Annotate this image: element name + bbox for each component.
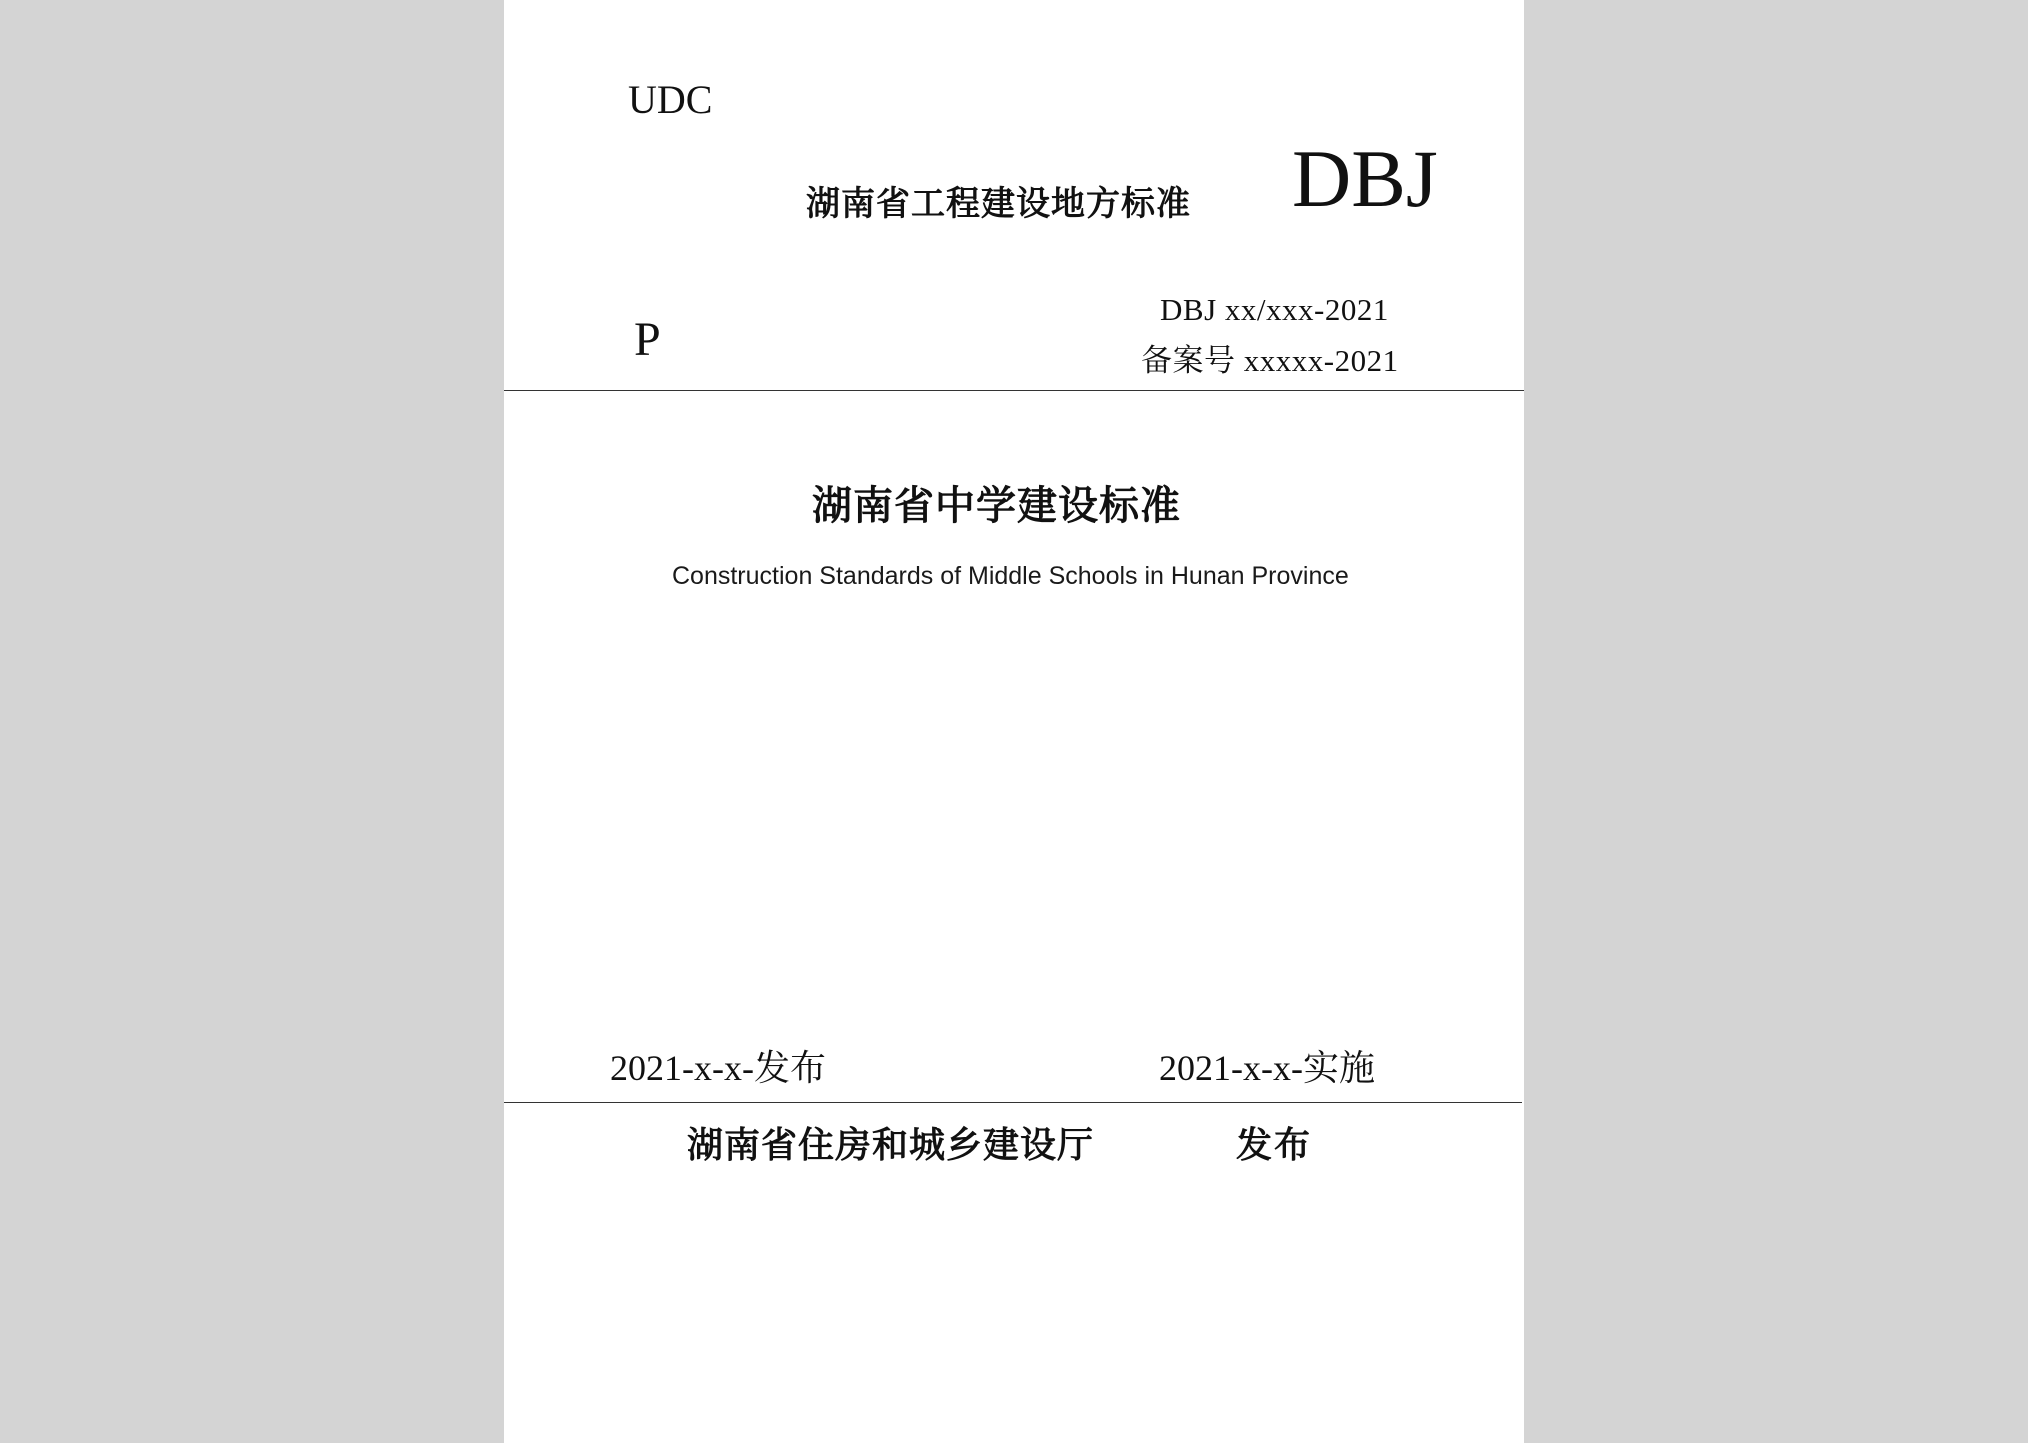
title-english: Construction Standards of Middle Schools in Hunan Province xyxy=(672,562,1349,590)
dbj-logo: DBJ xyxy=(1292,133,1438,224)
classification-code: P xyxy=(634,313,661,366)
publisher-name: 湖南省住房和城乡建设厅 xyxy=(687,1125,1095,1166)
standard-type: 湖南省工程建设地方标准 xyxy=(806,184,1191,224)
bottom-divider xyxy=(504,1102,1522,1103)
implement-date: 2021-x-x-实施 xyxy=(1159,1048,1375,1088)
publish-label: 发布 xyxy=(1236,1125,1313,1166)
top-divider xyxy=(504,390,1524,391)
title-chinese: 湖南省中学建设标准 xyxy=(812,483,1181,529)
cover-page xyxy=(504,0,1524,1443)
record-number: 备案号 xxxxx-2021 xyxy=(1141,343,1399,378)
issue-date: 2021-x-x-发布 xyxy=(610,1048,826,1088)
standard-number: DBJ xx/xxx-2021 xyxy=(1160,292,1389,327)
udc-label: UDC xyxy=(628,77,713,122)
